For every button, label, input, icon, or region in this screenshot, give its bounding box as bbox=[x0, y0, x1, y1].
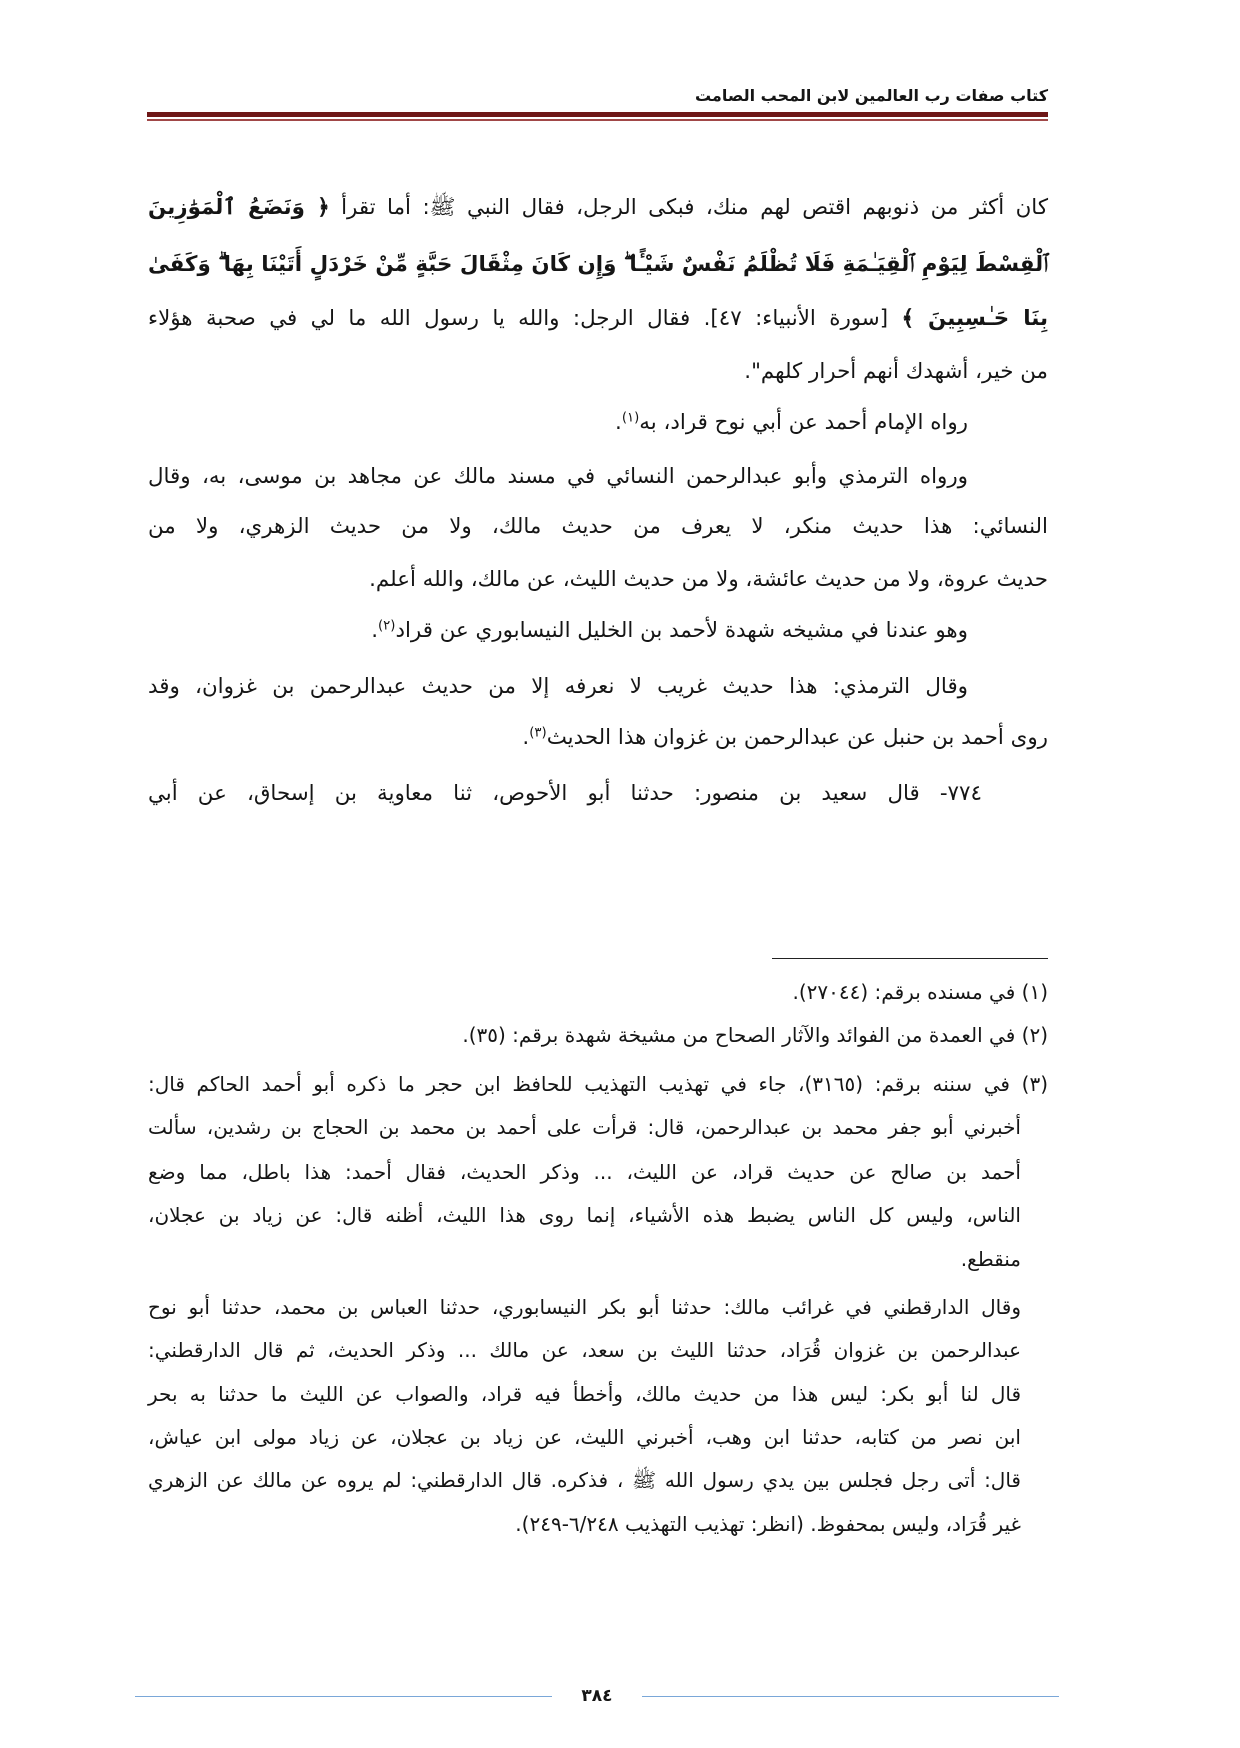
footnote-text: وقال الدارقطني في غرائب مالك: حدثنا أبو بكر النيسابوري، حدثنا العباس بن محمد، حدثنا أبو نوح bbox=[148, 1295, 1021, 1319]
footnote-3-line bbox=[147, 1238, 1048, 1280]
footer-rule-left bbox=[135, 1696, 552, 1697]
footnote-3-line bbox=[147, 1106, 1048, 1148]
line-content bbox=[522, 725, 1048, 750]
page-number: ٣٨٤ bbox=[581, 1686, 613, 1706]
footnote-3-line bbox=[147, 1063, 1048, 1105]
body-line-2 bbox=[147, 239, 1048, 291]
line-text: وهو عندنا في مشيخه شهدة لأحمد بن الخليل النيسابوري عن قراد bbox=[395, 618, 968, 643]
footnote-3-para2-line bbox=[147, 1329, 1048, 1371]
body-line-8 bbox=[147, 554, 1048, 606]
footnote-3-line bbox=[147, 1151, 1048, 1193]
footnote-text: (٣) في سننه برقم: (٣١٦٥)، جاء في تهذيب التهذيب للحافظ ابن حجر ما ذكره أبو أحمد الحاكم قال: bbox=[147, 1072, 1048, 1096]
footnote-text: غير قُرَاد، وليس بمحفوظ. (انظر: تهذيب التهذيب ٦/٢٤٨-٢٤٩). bbox=[515, 1512, 1021, 1536]
footer-rule-right bbox=[642, 1696, 1059, 1697]
line-text: كان أكثر من ذنوبهم اقتص لهم منك، فبكى الرجل، فقال النبي ﷺ: أما تقرأ bbox=[329, 195, 1048, 220]
body-line-4 bbox=[147, 346, 1048, 398]
line-text: النسائي: هذا حديث منكر، لا يعرف من حديث مالك، ولا من حديث الزهري، ولا من bbox=[148, 514, 1048, 539]
line-content bbox=[371, 618, 968, 643]
footnote-ref: (٣) bbox=[529, 725, 547, 741]
body-line-1 bbox=[147, 182, 1048, 234]
line-text: . bbox=[615, 410, 622, 435]
line-text: ورواه الترمذي وأبو عبدالرحمن النسائي في مسند مالك عن مجاهد بن موسى، به، وقال bbox=[148, 464, 968, 489]
footnote-text: عبدالرحمن بن غزوان قُرَاد، حدثنا الليث بن سعد، عن مالك ... وذكر الحديث، ثم قال الدارقطني: bbox=[148, 1338, 1021, 1362]
line-text: . bbox=[522, 725, 530, 750]
body-line-10 bbox=[147, 661, 1048, 713]
body-line-5 bbox=[147, 397, 1048, 449]
footnote-3-para2-line bbox=[147, 1416, 1048, 1458]
quran-text: ﴿ وَنَضَعُ ٱلْمَوَٰزِينَ bbox=[148, 195, 330, 220]
line-text: ٧٧٤- قال سعيد بن منصور: حدثنا أبو الأحوص، ثنا معاوية بن إسحاق، عن أبي bbox=[147, 781, 982, 806]
header-rule bbox=[147, 112, 1048, 117]
line-text: وقال الترمذي: هذا حديث غريب لا نعرفه إلا من حديث عبدالرحمن بن غزوان، وقد bbox=[148, 674, 968, 699]
body-line-9 bbox=[147, 605, 1048, 657]
footnote-3-para2-line bbox=[147, 1286, 1048, 1328]
footnote-text: أحمد بن صالح عن حديث قراد، عن الليث، ... وذكر الحديث، فقال أحمد: هذا باطل، مما وضع bbox=[148, 1160, 1021, 1184]
line-text: روى أحمد بن حنبل عن عبدالرحمن بن غزوان هذا الحديث bbox=[546, 725, 1048, 750]
line-content bbox=[148, 252, 1048, 277]
line-content bbox=[148, 195, 1048, 220]
footnote-3-line bbox=[147, 1194, 1048, 1236]
footnote-3-para2-line bbox=[147, 1459, 1048, 1501]
line-text: [سورة الأنبياء: ٤٧]. فقال الرجل: والله يا رسول الله ما لي في صحبة هؤلاء bbox=[148, 306, 902, 331]
body-line-7 bbox=[147, 501, 1048, 553]
footnote-3-para2-line bbox=[147, 1503, 1048, 1545]
footnote-ref: (٢) bbox=[377, 618, 396, 634]
line-text: . bbox=[371, 618, 378, 643]
footnote-text: قال لنا أبو بكر: ليس هذا من حديث مالك، وأخطأ فيه قراد، والصواب عن الليث ما حدثنا به بحر bbox=[148, 1382, 1021, 1406]
footnote-text: الناس، وليس كل الناس يضبط هذه الأشياء، إنما روى هذا الليث، أظنه قال: عن زياد بن عجلان، bbox=[148, 1203, 1021, 1227]
body-line-6 bbox=[147, 451, 1048, 503]
line-content bbox=[148, 306, 1048, 331]
footnote-text: أخبرني أبو جفر محمد بن عبدالرحمن، قال: قرأت على أحمد بن محمد بن الحجاج بن رشدين، سألت bbox=[148, 1115, 1021, 1139]
footnote-text: ابن نصر من كتابه، حدثنا ابن وهب، أخبرني الليث، عن زياد بن عجلان، عن زياد مولى ابن عياش، bbox=[148, 1425, 1021, 1449]
running-header-title: كتاب صفات رب العالمين لابن المحب الصامت bbox=[694, 86, 1048, 105]
footnote-2 bbox=[147, 1014, 1048, 1056]
line-content bbox=[615, 410, 968, 435]
header-rule-thin bbox=[147, 119, 1048, 121]
footnote-separator bbox=[772, 958, 1048, 959]
line-text: رواه الإمام أحمد عن أبي نوح قراد، به bbox=[639, 410, 968, 435]
quran-text: بِنَا حَـٰسِبِينَ ﴾ bbox=[901, 306, 1048, 331]
footnote-text: (٢) في العمدة من الفوائد والآثار الصحاح من مشيخة شهدة برقم: (٣٥). bbox=[462, 1023, 1048, 1047]
quran-text: ٱلْقِسْطَ لِيَوْمِ ٱلْقِيَـٰمَةِ فَلَا تُظْلَمُ نَفْسٌ شَيْـًٔا ۖ وَإِن كَانَ مِثْقَالَ حَبَّةٍ مِّنْ خَرْدَلٍ أَتَيْنَا بِهَا ۗ وَكَفَىٰ bbox=[148, 252, 1048, 277]
footnote-ref: (١) bbox=[621, 410, 640, 426]
body-line-11 bbox=[147, 712, 1048, 764]
line-text: من خير، أشهدك أنهم أحرار كلهم". bbox=[744, 359, 1048, 384]
body-line-12 bbox=[147, 768, 1048, 820]
footnote-text: منقطع. bbox=[960, 1247, 1021, 1271]
footnote-3-para2-line bbox=[147, 1373, 1048, 1415]
line-text: حديث عروة، ولا من حديث عائشة، ولا من حديث الليث، عن مالك، والله أعلم. bbox=[369, 567, 1048, 592]
footnote-text: قال: أتى رجل فجلس بين يدي رسول الله ﷺ ، فذكره. قال الدارقطني: لم يروه عن مالك عن الزهري bbox=[148, 1468, 1021, 1492]
body-line-3 bbox=[147, 293, 1048, 345]
footnote-text: (١) في مسنده برقم: (٢٧٠٤٤). bbox=[792, 980, 1048, 1004]
footnote-1 bbox=[147, 971, 1048, 1013]
